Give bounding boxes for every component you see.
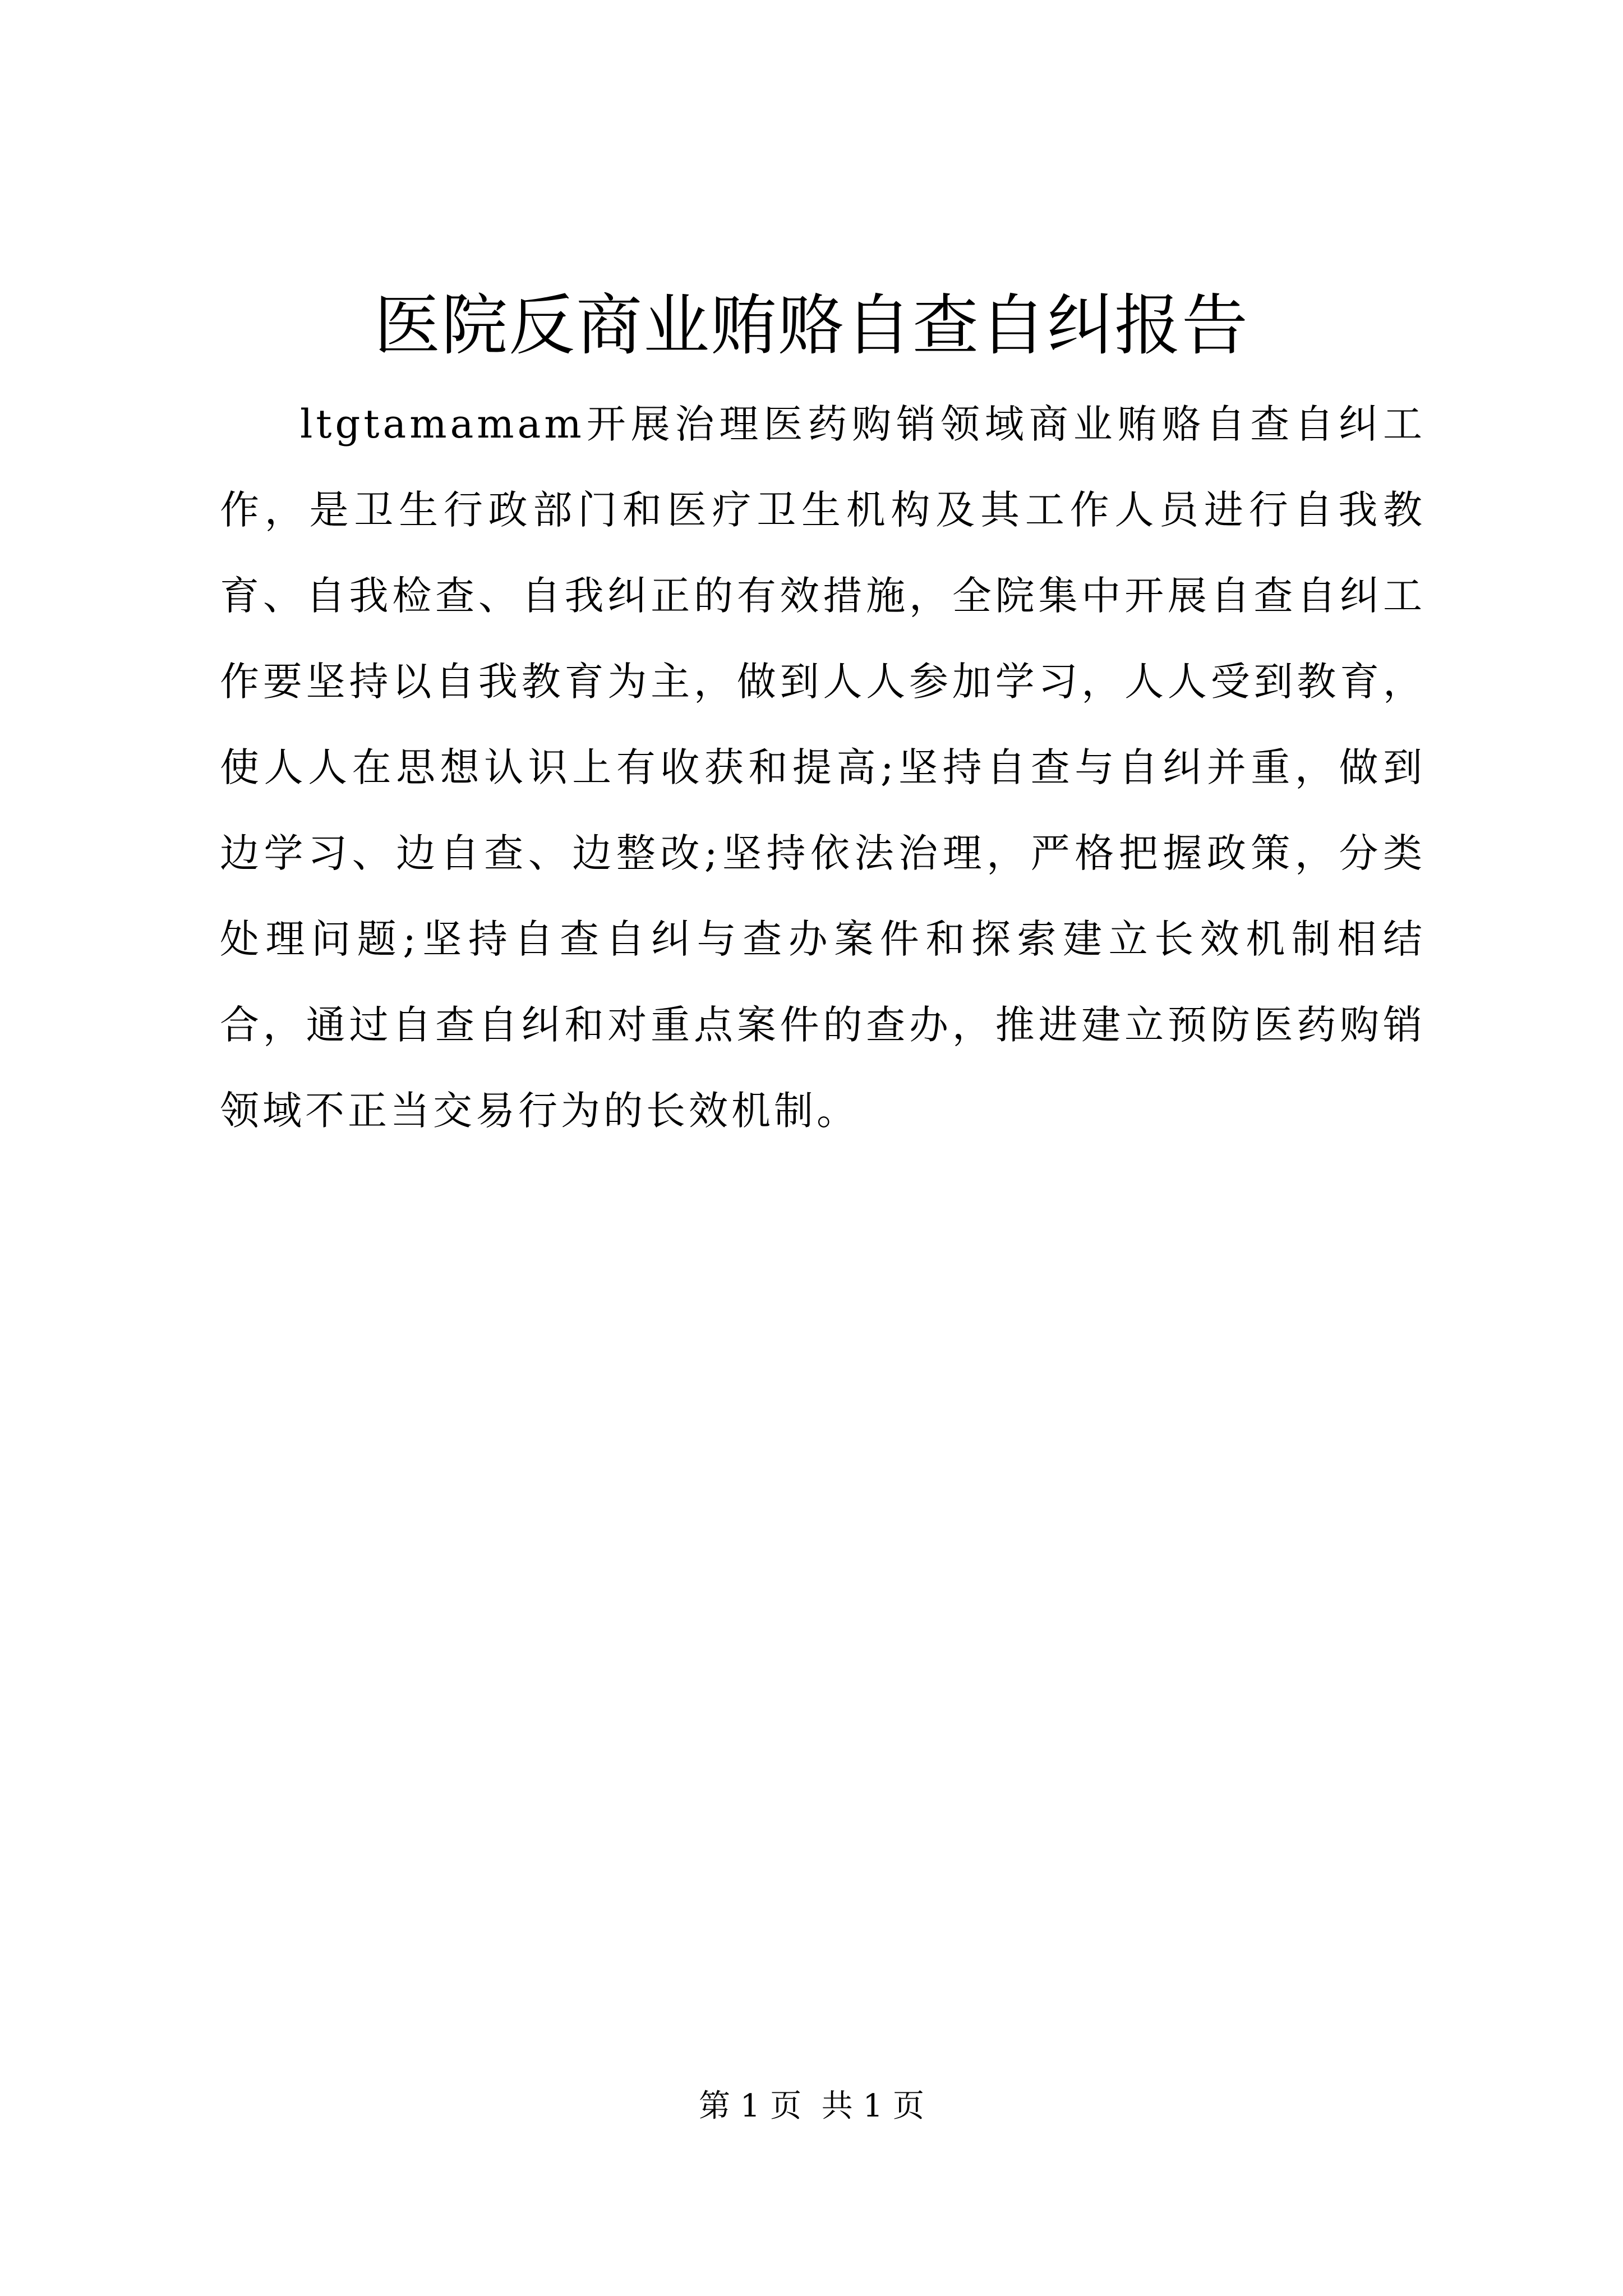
body-paragraph: ltgtamamam开展治理医药购销领域商业贿赂自查自纠工作，是卫生行政部门和医疗卫生机构及其工作人员进行自我教育、自我检查、自我纠正的有效措施，全院集中开展自查自纠工作要坚持以自我教育为主，做到人人参加学习，人人受到教育，使人人在思想认识上有收获和提高;坚持自查与自纠并重，做到边学习、边自查、边整改;坚持依法治理，严格把握政策，分类处理问题;坚持自查自纠与查办案件和探索建立长效机制相结合，通过自查自纠和对重点案件的查办，推进建立预防医药购销领域不正当交易行为的长效机制。 [220, 401, 1426, 1134]
page-number-footer: 第 1 页 共 1 页 [698, 2088, 925, 2124]
document-title: 医院反商业贿赂自查自纠报告 [374, 287, 1249, 364]
